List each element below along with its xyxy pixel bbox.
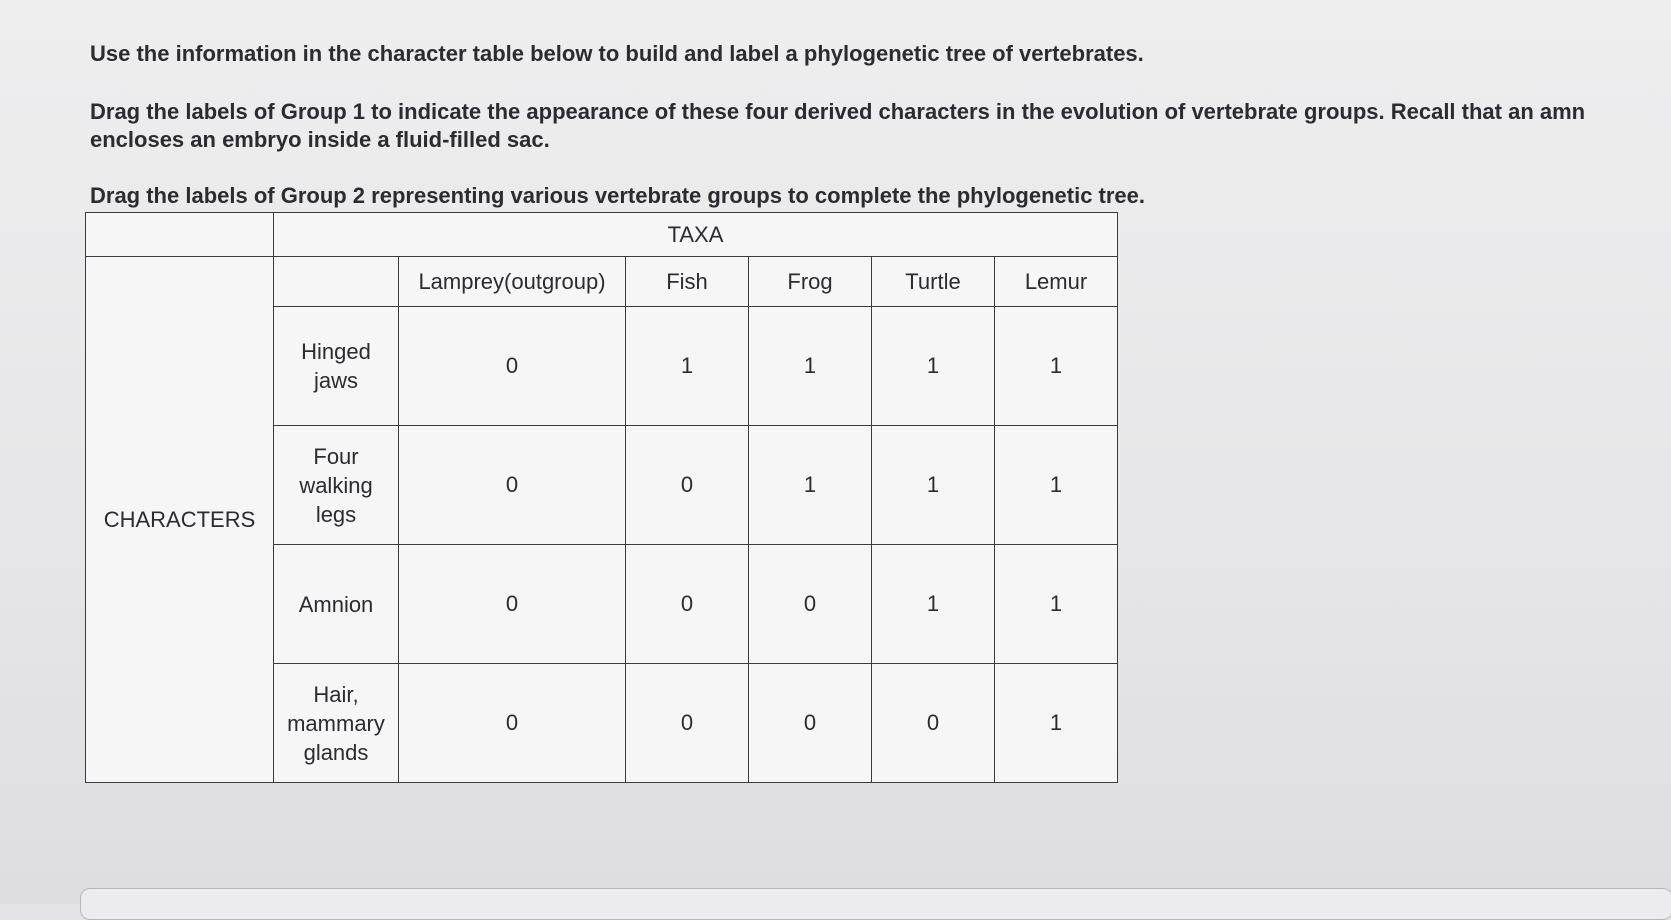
corner-cell (86, 213, 274, 257)
value-cell: 1 (872, 426, 995, 545)
row-header-line: Four (313, 443, 359, 469)
value-cell: 1 (995, 545, 1118, 664)
row-header-line: glands (303, 739, 369, 765)
row-header-line: Hinged (301, 339, 371, 364)
row-header-line: Hair, (313, 681, 359, 707)
value-cell: 0 (399, 307, 626, 426)
value-cell: 0 (399, 426, 626, 545)
column-header-row (86, 257, 1118, 307)
character-table (85, 212, 1118, 783)
row-header-line: walking (299, 472, 373, 498)
column-header-frog: Frog (749, 257, 872, 307)
column-header-lemur: Lemur (995, 257, 1118, 307)
value-cell: 1 (626, 307, 749, 426)
row-header-amnion (274, 545, 399, 664)
column-header-lamprey: Lamprey(outgroup) (399, 257, 626, 307)
value-cell: 1 (749, 307, 872, 426)
value-cell: 1 (995, 426, 1118, 545)
value-cell: 0 (399, 545, 626, 664)
instruction-text: encloses an embryo inside a fluid-filled sac. (90, 127, 550, 152)
drag-drop-area[interactable] (80, 888, 1671, 920)
value-cell: 0 (749, 664, 872, 783)
value-cell: 1 (995, 307, 1118, 426)
row-header-four-walking-legs (274, 426, 399, 545)
row-header-hair-mammary-glands (274, 664, 399, 783)
row-header-line: jaws (313, 368, 358, 393)
column-header-turtle: Turtle (872, 257, 995, 307)
row-header-line: mammary (287, 710, 385, 736)
value-cell: 0 (399, 664, 626, 783)
instruction-build-tree (90, 40, 1144, 68)
value-cell: 1 (872, 545, 995, 664)
row-header-hinged-jaws (274, 307, 399, 426)
instruction-group-2 (90, 182, 1145, 210)
instruction-group-1 (90, 98, 1585, 154)
instruction-text: Drag the labels of Group 2 representing various vertebrate groups to complete the phylogenetic tree. (90, 183, 1146, 208)
value-cell: 0 (626, 664, 749, 783)
column-header-fish: Fish (626, 257, 749, 307)
value-cell: 0 (749, 545, 872, 664)
header-blank-cell (274, 257, 399, 307)
characters-header: CHARACTERS (86, 257, 274, 783)
value-cell: 1 (872, 307, 995, 426)
value-cell: 0 (626, 545, 749, 664)
value-cell: 1 (995, 664, 1118, 783)
value-cell: 0 (626, 426, 749, 545)
value-cell: 0 (872, 664, 995, 783)
value-cell: 1 (749, 426, 872, 545)
instruction-text: Use the information in the character table below to build and label a phylogenetic tree of vertebrates. (90, 41, 1144, 66)
taxa-header: TAXA (274, 213, 1118, 257)
row-header-line: legs (315, 501, 357, 527)
instruction-text: Drag the labels of Group 1 to indicate the appearance of these four derived characters in the evolution of vertebrate groups. Recall that an amn (90, 99, 1586, 124)
taxa-header-row (86, 213, 1118, 257)
row-header-line: Amnion (298, 591, 374, 617)
